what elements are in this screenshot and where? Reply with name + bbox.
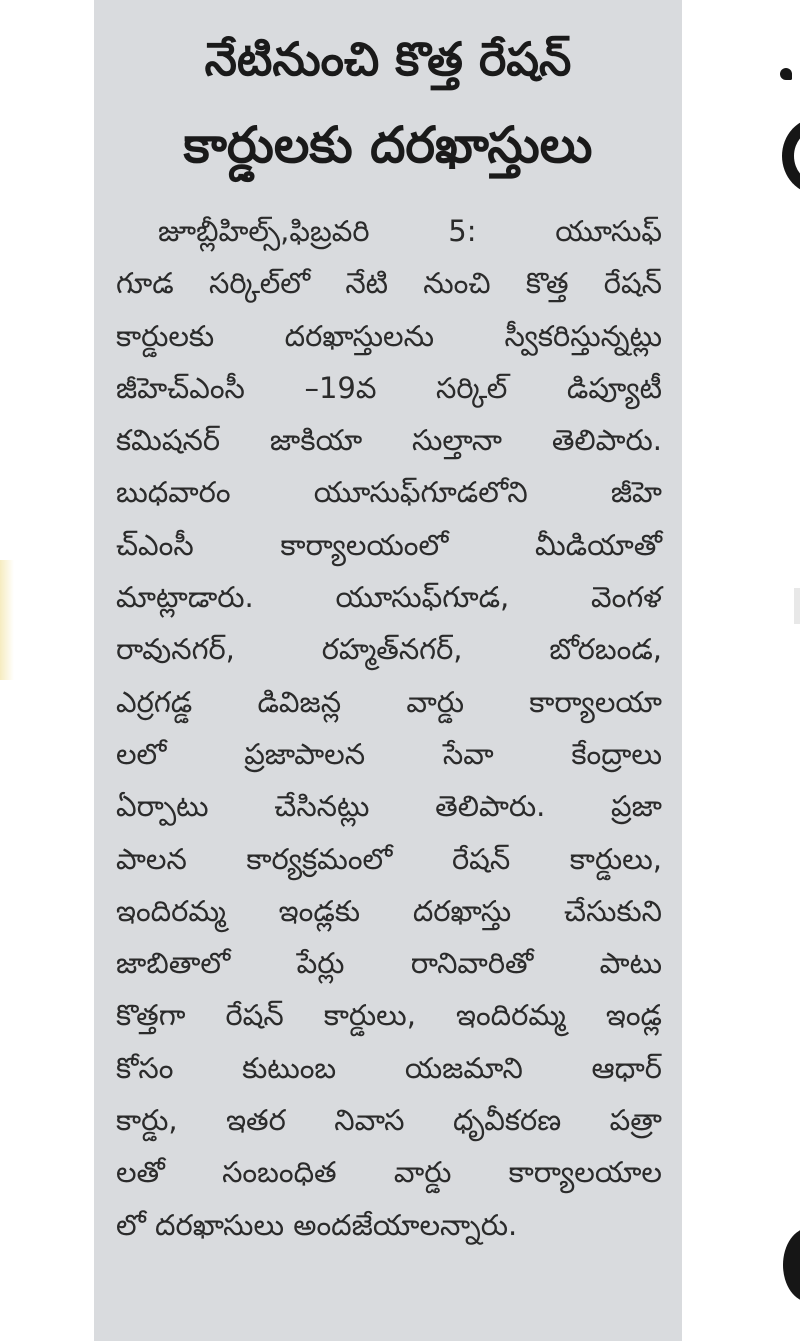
newspaper-clipping bbox=[94, 0, 682, 1341]
cropped-glyph-fragment bbox=[783, 1228, 800, 1302]
body-line: మాట్లాడారు. యూసుఫ్‌గూడ, వెంగళ bbox=[116, 580, 662, 615]
article-body bbox=[116, 205, 662, 1251]
body-line: జాబితాలో పేర్లు రానివారితో పాటు bbox=[116, 946, 662, 981]
body-line: లలో ప్రజాపాలన సేవా కేంద్రాలు bbox=[116, 736, 662, 771]
page-edge-glow bbox=[0, 560, 14, 680]
left-page-margin bbox=[0, 0, 94, 1341]
body-line: కోసం కుటుంబ యజమాని ఆధార్ bbox=[116, 1050, 662, 1085]
cropped-glyph-fragment bbox=[794, 588, 800, 624]
cropped-glyph-fragment bbox=[782, 118, 800, 194]
body-line: చ్‌ఎంసీ కార్యాలయంలో మీడియాతో bbox=[116, 527, 662, 562]
body-line: కార్డులకు దరఖాస్తులను స్వీకరిస్తున్నట్లు bbox=[116, 318, 662, 353]
body-line: రావునగర్, రహ్మత్‌నగర్, బోరబండ, bbox=[116, 632, 662, 667]
body-line: కొత్తగా రేషన్ కార్డులు, ఇందిరమ్మ ఇండ్ల bbox=[116, 998, 662, 1033]
body-line: లతో సంబంధిత వార్డు కార్యాలయాల bbox=[116, 1155, 662, 1190]
body-line: గూడ సర్కిల్‌లో నేటి నుంచి కొత్త రేషన్ bbox=[116, 266, 662, 301]
body-line: ఎర్రగడ్డ డివిజన్ల వార్డు కార్యాలయా bbox=[116, 684, 662, 719]
adjacent-article-fragment bbox=[682, 0, 800, 1341]
body-line: ఏర్పాటు చేసినట్లు తెలిపారు. ప్రజా bbox=[116, 789, 662, 824]
headline-line-2: కార్డులకు దరఖాస్తులు bbox=[183, 116, 593, 174]
cropped-glyph-fragment bbox=[780, 68, 792, 80]
body-line: కమిషనర్ జాకియా సుల్తానా తెలిపారు. bbox=[116, 423, 662, 458]
body-line: పాలన కార్యక్రమంలో రేషన్ కార్డులు, bbox=[116, 841, 662, 876]
body-line: లో దరఖాసులు అందజేయాలన్నారు. bbox=[116, 1207, 518, 1242]
body-line: బుధవారం యూసుఫ్‌గూడలోని జీహె bbox=[116, 475, 662, 510]
headline-line-1: నేటినుంచి కొత్త రేషన్ bbox=[204, 32, 572, 86]
body-line: కార్డు, ఇతర నివాస ధృవీకరణ పత్రా bbox=[116, 1103, 662, 1138]
body-line: జీహెచ్‌ఎంసీ –19వ సర్కిల్ డిప్యూటీ bbox=[116, 370, 662, 405]
body-line: ఇందిరమ్మ ఇండ్లకు దరఖాస్తు చేసుకుని bbox=[116, 893, 662, 928]
body-line: జూబ్లీహిల్స్,ఫిబ్రవరి 5: యూసుఫ్ bbox=[158, 214, 662, 248]
